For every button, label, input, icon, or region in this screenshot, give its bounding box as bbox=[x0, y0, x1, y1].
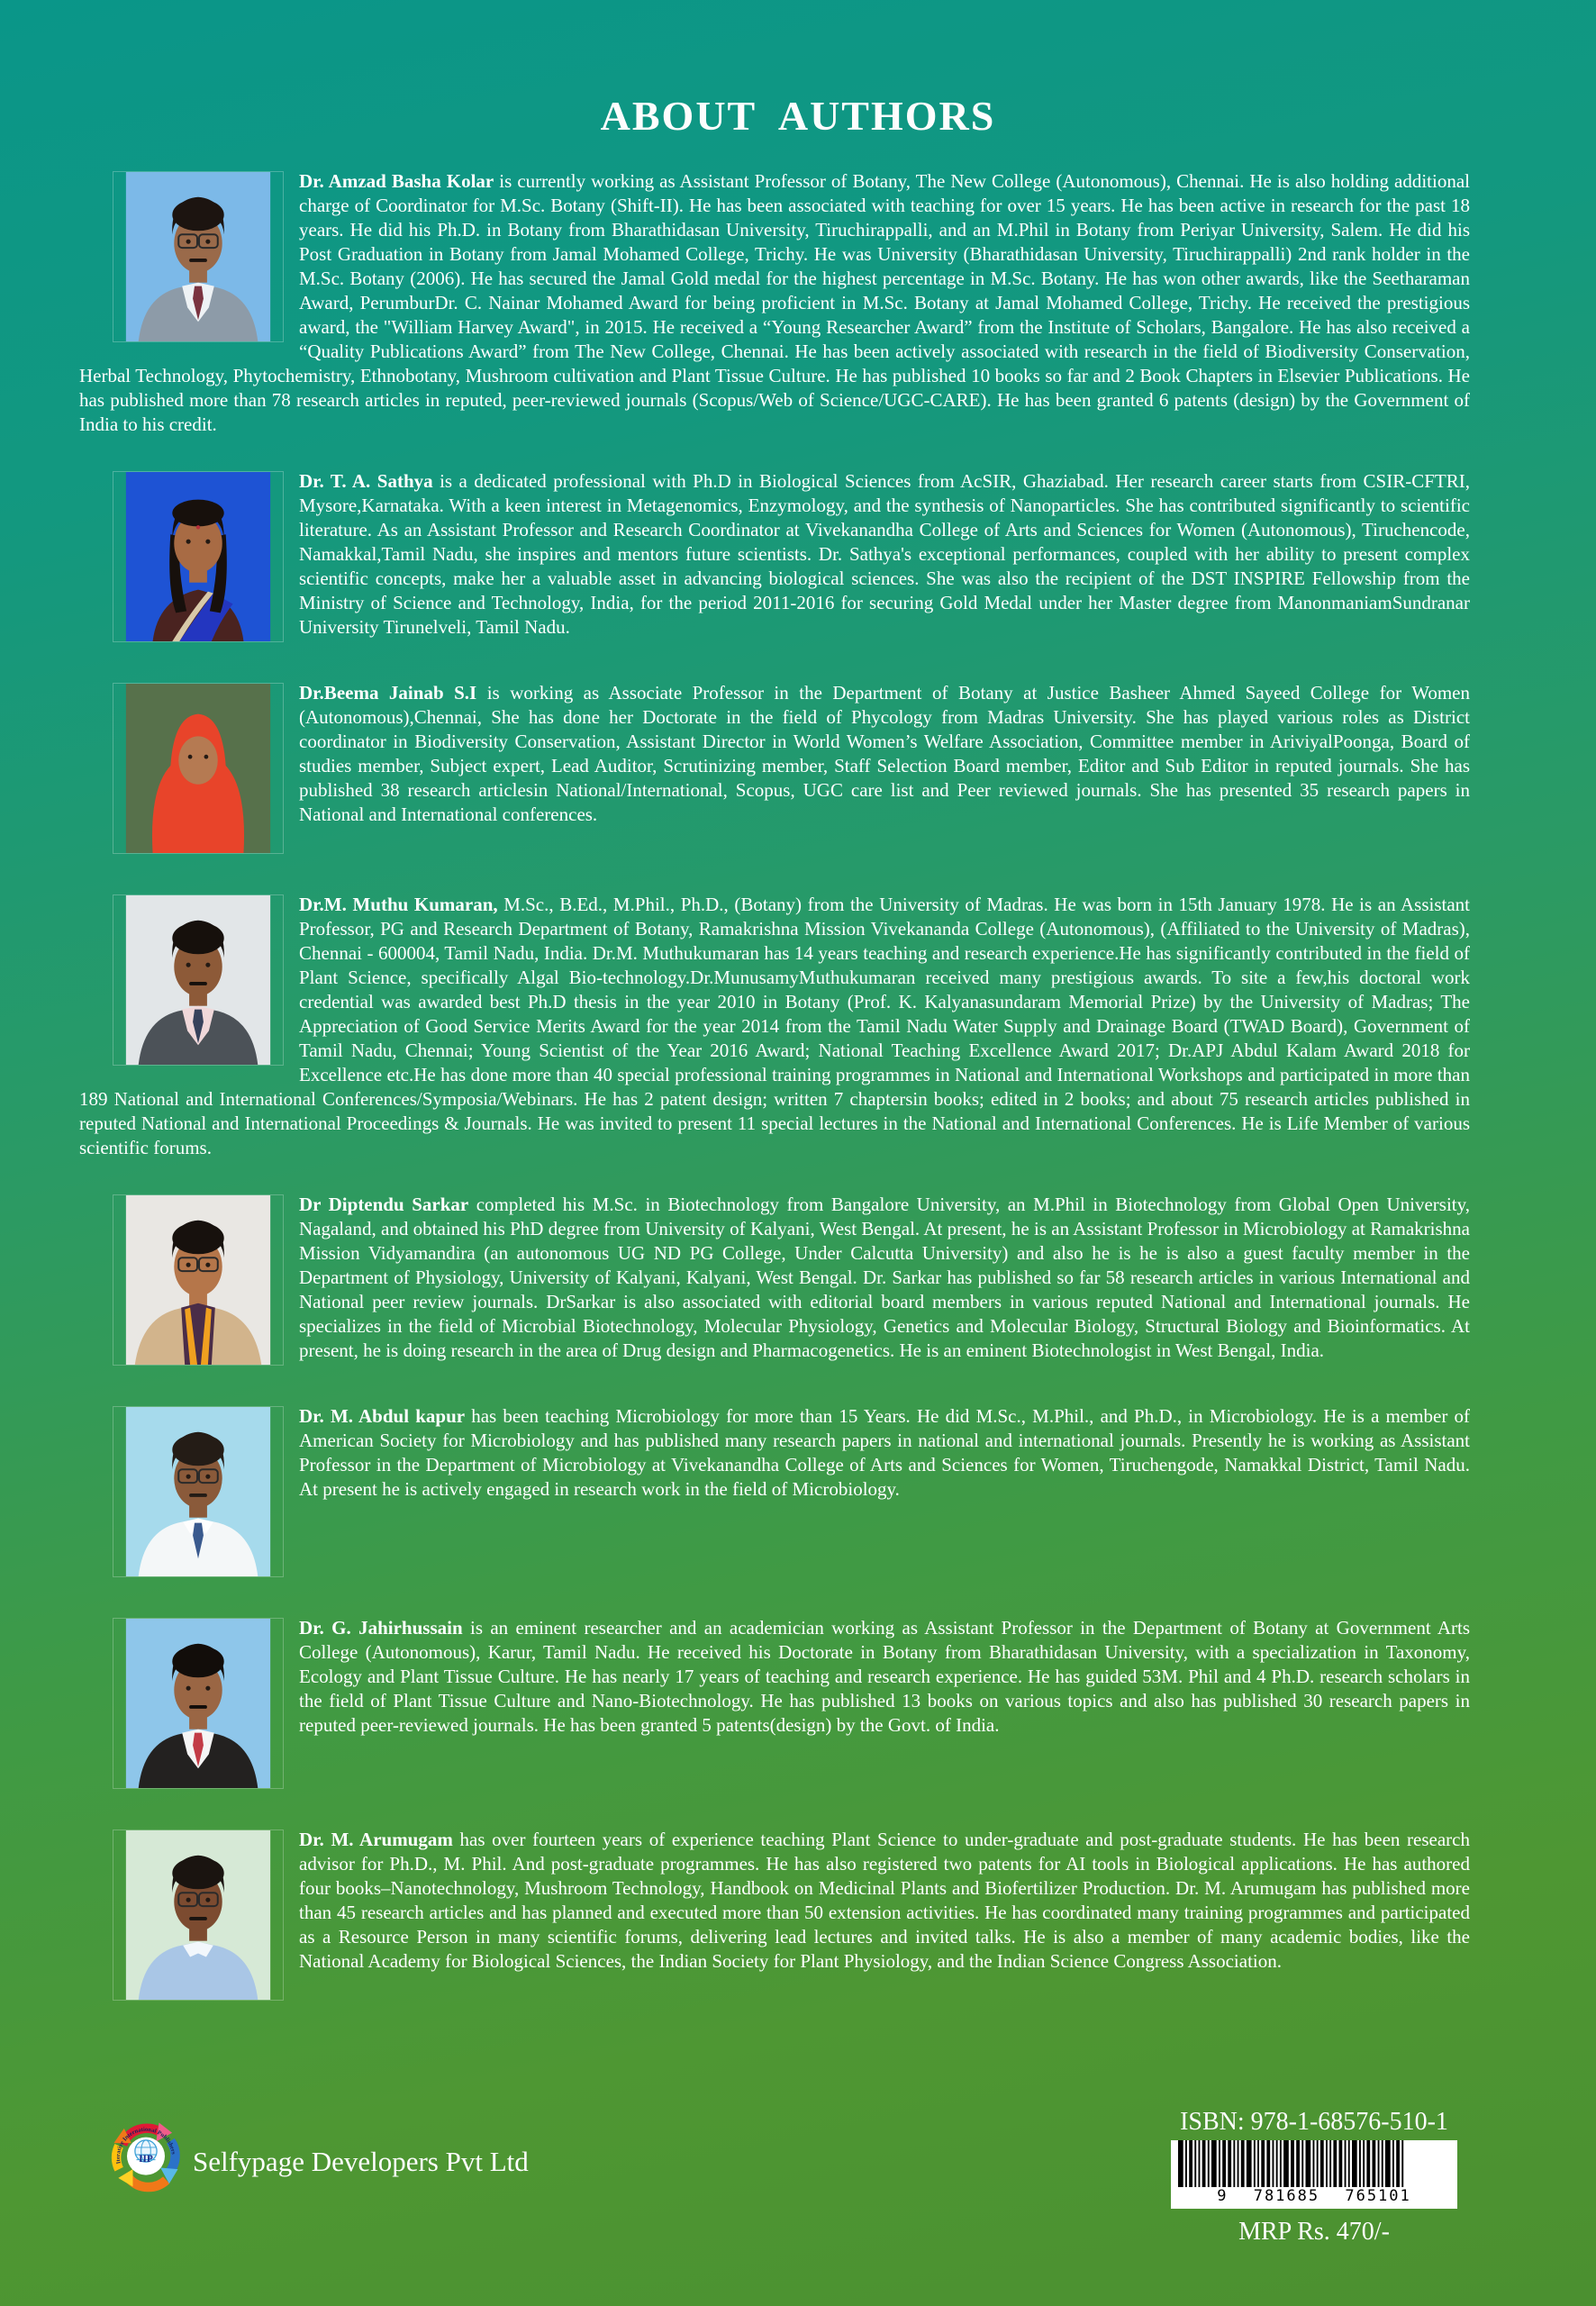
author-bio-body: is currently working as Assistant Professor of Botany, The New College (Autonomous), Chennai. He is also holding additional charge of Coordinator for M.Sc. Botany (Shift-II). He has been associated with teaching for over 15 years. He has been active in research for the past 18 years. He did his Ph.D. in Botany from Bharathidasan University, Tiruchirappalli, and an M.Phil in Botany from Periyar University, Salem. He did his Post Graduation in Botany from Jamal Mohamed College, Trichy. He was University (Bharathidasan University, Tiruchirappalli) 2nd rank holder in the M.Sc. Botany (2006). He has secured the Jamal Gold medal for the highest percentage in M.Sc. Botany. He has won other awards, like the Seetharaman Award, PerumburDr. C. Nainar Mohamed Award for being proficient in M.Sc. Botany at Jamal Mohamed College, Trichy. He received the prestigious award, the "William Harvey Award", in 2015. He received a “Young Researcher Award” from the Institute of Scholars, Bangalore. He has also received a “Quality Publications Award” from The New College, Chennai. He has been actively associated with research in the field of Biodiversity Conservation, Herbal Technology, Phytochemistry, Ethnobotany, Mushroom cultivation and Plant Tissue Culture. He has published 10 books so far and 2 Book Chapters in Elsevier Publications. He has published more than 78 research articles in reputed, peer-reviewed journals (Scopus/Web of Science/UGC-CARE). He has been granted 6 patents (design) by the Government of India to his credit. bbox=[79, 170, 1470, 435]
barcode-bars bbox=[1171, 2140, 1457, 2187]
logo-ring-text: Iterative International Publishers bbox=[114, 2126, 177, 2165]
author-bio-body: M.Sc., B.Ed., M.Phil., Ph.D., (Botany) from the University of Madras. He was born in 15th January 1978. He is an Assistant Professor, PG and Research Department of Botany, Ramakrishna Mission Vivekananda College (Autonomous), (Affiliated to the University of Madras), Chennai - 600004, Tamil Nadu, India. Dr.M. Muthukumaran has 14 years teaching and research experience.He has significantly contributed in the field of Plant Science, specifically Algal Bio-technology.Dr.MunusamyMuthukumaran received many prestigious awards. To site a few,his doctoral work credential was awarded best Ph.D thesis in the year 2010 in Botany (Prof. K. Kalyanasundaram Memorial Prize) by the University of Madras; The Appreciation of Good Service Merits Award for the year 2014 from the Tamil Nadu Water Supply and Drainage Board (TWAD Board), Government of Tamil Nadu, Chennai; Young Scientist of the Year 2016 Award; National Teaching Excellence Award 2017; Dr.APJ Abdul Kalam Award 2018 for Excellence etc.He has done more than 40 special professional training programmes in National and International Workshops and participated in more than 189 National and International Conferences/Symposia/Webinars. He has 2 patent design; written 7 chaptersin books; edited in 2 books; and about 75 research articles published in reputed National and International Proceedings & Journals. He was invited to present 11 special lectures in the National and International Conferences. He is Life Member of various scientific forums. bbox=[79, 894, 1470, 1158]
isbn-text: ISBN: 978-1-68576-510-1 bbox=[1180, 2108, 1448, 2136]
author-bio-text bbox=[79, 1404, 1470, 1502]
publisher-name: Selfypage Developers Pvt Ltd bbox=[193, 2146, 529, 2177]
author-bio-text bbox=[79, 893, 1470, 1160]
author-name: Dr. M. Abdul kapur bbox=[299, 1405, 466, 1427]
author-photo bbox=[113, 1407, 283, 1576]
author-photo bbox=[113, 1619, 283, 1788]
author-name: Dr. M. Arumugam bbox=[299, 1829, 453, 1850]
author-bio-section bbox=[79, 893, 1470, 1160]
author-bio-section bbox=[79, 469, 1470, 649]
author-bio-body: is working as Associate Professor in the Department of Botany at Justice Basheer Ahmed Sayeed College for Women (Autonomous),Chennai, She has done her Doctorate in the field of Phycology from Madras University. She has played various roles as District coordinator in Biodiversity Conservation, Assistant Director in World Women’s Welfare Association, Committee member in AriviyalPoonga, Board of studies member, Subject expert, Lead Auditor, Scrutinizing member, Staff Selection Board member, Editor and Sub Editor in reputed journals. She has published 38 research articlesin National/International, Scopus, UGC care list and Peer reviewed journals. She has presented 35 research papers in National and International conferences. bbox=[299, 682, 1470, 825]
author-bio-body: has over fourteen years of experience teaching Plant Science to under-graduate and post-graduate students. He has been research advisor for Ph.D., M. Phil. And post-graduate programmes. He has also registered two patents for AI tools in Biological applications. He has authored four books–Nanotechnology, Mushroom Technology, Handbook on Medicinal Plants and Biofertilizer Production. Dr. M. Arumugam has published more than 45 research articles and has planned and executed more than 50 extension activities. He has coordinated many training programmes and participated as a Resource Person in many scientific forums, delivering lead lectures and invited talks. He is also a member of many academic bodies, like the National Academy for Biological Sciences, the Indian Society for Plant Physiology, and the Indian Science Congress Association. bbox=[299, 1829, 1470, 1972]
author-name: Dr Diptendu Sarkar bbox=[299, 1194, 469, 1215]
barcode-digits: 9 781685 765101 bbox=[1217, 2187, 1411, 2205]
page-title: ABOUT AUTHORS bbox=[600, 93, 996, 139]
author-bio-text bbox=[79, 1193, 1470, 1363]
isbn-barcode bbox=[1171, 2140, 1457, 2209]
author-bio-text bbox=[79, 169, 1470, 437]
author-bio-body: completed his M.Sc. in Biotechnology from Bangalore University, an M.Phil in Biotechnology from Global Open University, Nagaland, and obtained his PhD degree from University of Kalyani, West Bengal. At present, he is an Assistant Professor in Microbiology at Ramakrishna Mission Vidyamandira (an autonomous UG ND PG College, Under Calcutta University) and also he is he is also a guest faculty member in the Department of Physiology, University of Kalyani, Kalyani, West Bengal. Dr. Sarkar has published so far 58 research articles in various International and National peer review journals. DrSarkar is also associated with editorial board members in various reputed National and International journals. He specializes in the field of Microbial Biotechnology, Molecular Physiology, Genetics and Molecular Biology, Structural Biology and Bioinformatics. At present, he is doing research in the area of Drug design and Pharmacogenetics. He is an eminent Biotechnologist in West Bengal, India. bbox=[299, 1194, 1471, 1361]
author-photo bbox=[113, 684, 283, 853]
author-photo bbox=[113, 172, 283, 341]
mrp-text: MRP Rs. 470/- bbox=[1238, 2218, 1390, 2246]
author-bio-section bbox=[79, 1828, 1470, 2007]
author-bio-body: has been teaching Microbiology for more than 15 Years. He did M.Sc., M.Phil., and Ph.D., in Microbiology. He is a member of American Society for Microbiology and has published many research papers in national and international journals. Presently he is working as Assistant Professor in the Department of Microbiology at Vivekanandha College of Arts and Sciences for Women, Tiruchengode, Namakkal District, Tamil Nadu. At present he is actively engaged in research work in the field of Microbiology. bbox=[299, 1405, 1471, 1500]
author-name: Dr. Amzad Basha Kolar bbox=[299, 170, 494, 192]
author-bio-section bbox=[79, 1404, 1470, 1584]
author-bio-section bbox=[79, 681, 1470, 860]
author-photo bbox=[113, 1195, 283, 1365]
iip-publisher-logo bbox=[108, 2115, 184, 2194]
logo-monogram: IIP bbox=[139, 2154, 153, 2165]
author-bio-text bbox=[79, 469, 1470, 640]
author-name: Dr.M. Muthu Kumaran, bbox=[299, 894, 498, 915]
author-bio-section bbox=[79, 1616, 1470, 1795]
author-name: Dr.Beema Jainab S.I bbox=[299, 682, 477, 704]
author-bio-section bbox=[79, 1193, 1470, 1372]
author-name: Dr. T. A. Sathya bbox=[299, 470, 433, 492]
author-bio-body: is a dedicated professional with Ph.D in Biological Sciences from AcSIR, Ghaziabad. Her research career starts from CSIR-CFTRI, Mysore,Karnataka. With a keen interest in Metagenomics, Enzymology, and the synthesis of Nanoparticles. She has contributed significantly to scientific literature. As an Assistant Professor and Research Coordinator at Vivekanandha College of Arts and Sciences for Women (Autonomous), Tiruchencode, Namakkal,Tamil Nadu, she inspires and mentors future scientists. Dr. Sathya's exceptional performances, coupled with her ability to present complex scientific concepts, make her a valuable asset in advancing biological sciences. She was also the recipient of the DST INSPIRE Fellowship from the Ministry of Science and Technology, India, for the period 2011-2016 for securing Gold Medal under her Master degree from ManonmaniamSundranar University Tirunelveli, Tamil Nadu. bbox=[299, 470, 1470, 638]
author-bio-body: is an eminent researcher and an academician working as Assistant Professor in the Department of Botany at Government Arts College (Autonomous), Karur, Tamil Nadu. He received his Doctorate in Botany from Bharathidasan University, with a specialization in Taxonomy, Ecology and Plant Tissue Culture. He has nearly 17 years of teaching and research experience. He has guided 53M. Phil and 4 Ph.D. research scholars in the field of Plant Tissue Culture and Nano-Biotechnology. He has published 13 books on various topics and also has published 30 research papers in reputed peer-reviewed journals. He has been granted 5 patents(design) by the Govt. of India. bbox=[299, 1617, 1471, 1736]
author-photo bbox=[113, 895, 283, 1065]
author-name: Dr. G. Jahirhussain bbox=[299, 1617, 463, 1639]
iip-logo-graphic bbox=[108, 2115, 184, 2194]
author-bio-section bbox=[79, 169, 1470, 437]
author-photo bbox=[113, 1830, 283, 2000]
author-bio-text bbox=[79, 1616, 1470, 1738]
authors-list bbox=[79, 169, 1470, 2039]
author-bio-text bbox=[79, 681, 1470, 827]
author-photo bbox=[113, 472, 283, 641]
author-bio-text bbox=[79, 1828, 1470, 1974]
